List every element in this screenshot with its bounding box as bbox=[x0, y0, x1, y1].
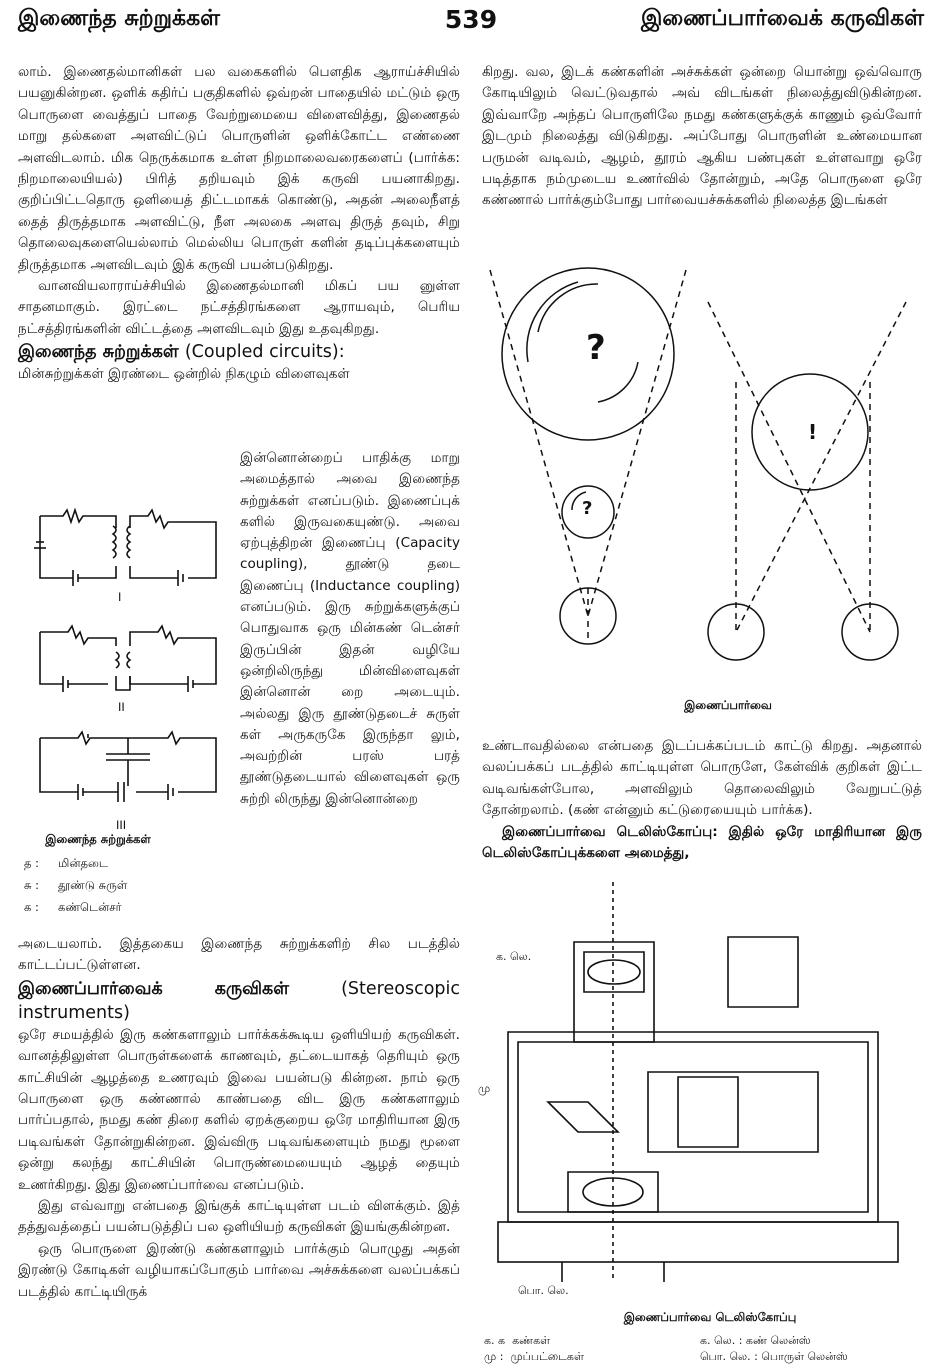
paragraph: இது எவ்வாறு என்பதை இங்குக் காட்டியுள்ள படம் விளக்கும். இத் தத்துவத்தைப் பயன்படுத்திப் பல ஒளியியற் கருவிகள் இயங்குகின்றன. bbox=[18, 1198, 460, 1236]
paragraph: உண்டாவதில்லை என்பதை இடப்பக்கப்படம் காட்டு கிறது. அதனால் வலப்பக்கப் படத்தில் காட்டியுள்ள பொருளே, கேள்விக் குறிகள் இட்ட வடிவங்கள்போல, அளவிலும் தொலைவிலும் வேறுபட்டுத் தோன்றலாம். (கண் என்னும் கட்டுரையையும் பார்க்க). bbox=[482, 738, 922, 819]
stereo-diagram bbox=[478, 262, 928, 722]
key-row: பொ. லெ. : பொருள் லென்ஸ் bbox=[700, 1350, 848, 1363]
stereo-telescope-figure bbox=[478, 882, 928, 1322]
telescope-diagram bbox=[478, 882, 928, 1302]
legend-row: க : கண்டென்சர் bbox=[24, 900, 122, 914]
paragraph: இணைப்பார்வை டெலிஸ்கோப்பு: இதில் ஒரே மாதிரியான இரு டெலிஸ்கோப்புக்களை அமைத்து, bbox=[482, 823, 922, 862]
paragraph: மின்சுற்றுக்கள் இரண்டை ஒன்றில் நிகழும் விளைவுகள் bbox=[18, 366, 350, 383]
heading-tamil: இணைந்த சுற்றுக்கள் bbox=[18, 342, 179, 363]
page-number: 539 bbox=[444, 5, 498, 34]
legend-row: சு : தூண்டு சுருள் bbox=[24, 878, 128, 892]
paragraph: ஒரு பொருளை இரண்டு கண்களாலும் பார்க்கும் பொழுது அதன் இரண்டு கோடிகள் வழியாகப்போகும் பார்வை அச்சுக்களை வலப்பக்கப் படத்தில் காட்டியிருக் bbox=[18, 1240, 460, 1300]
paragraph: வானவியலாராய்ச்சியில் இணைதல்மானி மிகப் பய னுள்ள சாதனமாகும். இரட்டை நட்சத்திரங்களை ஆராயவும், பெரிய நட்சத்திரங்களின் விட்டத்தை அளவிடவும் இது உதவுகிறது. bbox=[18, 278, 460, 337]
paragraph: ஒரே சமயத்தில் இரு கண்களாலும் பார்க்கக்கூடிய ஒளியியற் கருவிகள். வானத்திலுள்ள பொருள்களைக் காணவும், தட்டையாகத் தெரியும் ஒரு காட்சியின் ஆழத்தை உணரவும் இவை பயன்படு கின்றன. நாம் ஒரு பொருளை ஒரு கண்ணால் காண்பதை விட இரு கண்களாலும் பார்ப்பதால், நமது கண் திரை களில் ஏறக்குறைய ஒரே மாதிரியான இரு படிவங்கள் தோன்றுகின்றன. இவ்விரு படிவங்களையும் நமது மூளை ஒன்று கலந்து காட்சியின் பொருண்மையையும் ஆழத் தையும் உணர்கிறது. இது இணைப்பார்வை எனப்படும். bbox=[18, 1026, 460, 1193]
circuits-side-text: இன்னொன்றைப் பாதிக்கு மாறு அமைத்தால் அவை இணைந்த சுற்றுக்கள் எனப்படும். இணைப்புக் களில் இருவகையுண்டு. அவை ஏற்புத்திறன் இணைப்பு (Capacity coupling), தூண்டு தடை இணைப்பு (Inductance coupling) எனப்படும். இரு சுற்றுக்களுக்குப் பொதுவாக ஒரு மின்கண் டென்சர் இருப்பின் இதன் வழியே ஒன்றிலிருந்து மின்விளைவுகள் இன்னொன் றை அடையும். அல்லது இரு தூண்டுதடைச் சுருள் கள் அருகருகே இருந்தா லும், அவற்றின் பரஸ் பரத் தூண்டுதடையால் விளைவுகள் ஒரு சுற்றி லிருந்து இன்னொன்றை bbox=[240, 450, 460, 807]
paragraph: லாம். இணைதல்மானிகள் பல வகைகளில் பௌதிக ஆராய்ச்சியில் பயனுகின்றன. ஒளிக் கதிர்ப் பகுதிகளில் ஒவ்றன் பாதையில் மட்டும் ஒரு பொருளை வைத்துப் பாதை வேற்றுமையை விளைவித்து, இணைதல் மாறு தல்களை அளவிட்டுப் பொருளின் ஒளிக்கோட்ட எண்ணை அளவிடலாம். மிக நெருக்கமாக உள்ள நிறமாலைவரைகளைப் (பார்க்க: நிறமாலையியல்) பிரித் தறியவும் இக் கருவி பயனாகிறது. குறிப்பிட்டதொரு ஒளியைத் திட்டமாகக் கொண்டு, அதன் அலைநீளத் தைத் திருத்தமாக அளவிட்டு, நீள அலகை அளவு திருத் தவும், சிறு தொலைவுகளையெல்லாம் மெல்லிய பொருள் களின் தடிப்புக்களையும் திருத்தமாக அளவிடவும் இக் கருவி பயன்படுகிறது. bbox=[18, 64, 460, 273]
running-head-right: இணைப்பார்வைக் கருவிகள் bbox=[641, 6, 924, 31]
heading-tamil: இணைப்பார்வைக் கருவிகள் bbox=[18, 978, 290, 999]
stereo-caption: இணைப்பார்வை bbox=[684, 698, 772, 712]
paragraph: அடையலாம். இத்தகைய இணைந்த சுற்றுக்களிற் சில படத்தில் காட்டப்பட்டுள்ளன. bbox=[18, 936, 460, 974]
circuit-diagrams bbox=[18, 486, 238, 866]
legend-row: த : மின்தடை bbox=[24, 856, 108, 870]
paragraph: கிறது. வல, இடக் கண்களின் அச்சுக்கள் ஒன்றை யொன்று ஒவ்வொரு கோடியிலும் வெட்டுவதால் அவ் விடங்கள் நிலைத்துவிடுகின்றன. இவ்வாறே அந்தப் பொருளிலே நமது கண்களுக்குக் காணும் ஒவ்வோர் இடமும் நிலைத்து விடுகிறது. அப்போது பொருளின் உண்மையான பருமன் வடிவம், ஆழம், தூரம் ஆகிய பண்புகள் உள்ளவாறு ஒரே படித்தாக நம்முடைய உணர்வில் தோன்றும், அதே பொருளை ஒரே கண்ணால் பார்க்கும்போது பார்வையச்சுக்களில் நிலைத்த இடங்கள் bbox=[482, 64, 922, 209]
section-heading-stereoscopic bbox=[18, 977, 460, 1025]
object-lens-label: பொ. லெ. bbox=[518, 1284, 569, 1297]
circuits-caption: இணைந்த சுற்றுக்கள் bbox=[45, 832, 151, 846]
roman-iii: III bbox=[116, 818, 127, 832]
eye-lens-label: க. லெ. bbox=[496, 950, 532, 963]
heading-english: (Coupled circuits): bbox=[184, 342, 345, 363]
roman-i: I bbox=[118, 590, 122, 604]
right-column-top bbox=[482, 62, 922, 212]
key-row: மு : முப்பட்டைகள் bbox=[484, 1350, 584, 1363]
stereo-vision-figure bbox=[478, 262, 928, 722]
heading-english: (Stereoscopic instruments) bbox=[18, 978, 460, 1023]
roman-ii: II bbox=[118, 700, 125, 714]
left-column bbox=[18, 62, 460, 386]
key-row: க. லெ. : கண் லென்ஸ் bbox=[700, 1334, 811, 1347]
running-head-left: இணைந்த சுற்றுக்கள் bbox=[18, 6, 221, 31]
left-column-lower bbox=[18, 934, 460, 1303]
section-heading-coupled-circuits bbox=[18, 340, 460, 364]
question-mark-large: ? bbox=[586, 328, 606, 368]
circuits-legend bbox=[24, 852, 127, 918]
key-row: க. க கண்கள் bbox=[484, 1334, 551, 1347]
exclamation-mark: ! bbox=[808, 420, 818, 444]
question-mark-small: ? bbox=[582, 498, 593, 519]
prism-label: மு bbox=[478, 1082, 491, 1095]
telescope-caption: இணைப்பார்வை டெலிஸ்கோப்பு bbox=[623, 1310, 797, 1324]
right-column-middle bbox=[482, 736, 922, 864]
